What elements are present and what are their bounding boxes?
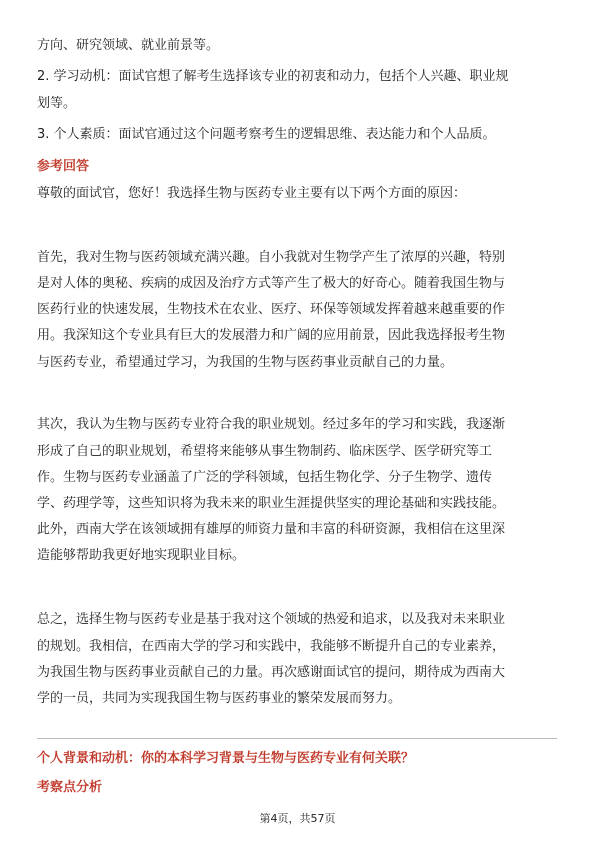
paragraph-3-line: 总之，选择生物与医药专业是基于我对这个领域的热爱和追求，以及我对未来职业 (37, 612, 506, 627)
paragraph-3-line: 为我国生物与医药事业贡献自己的力量。再次感谢面试官的提问，期待成为西南大 (37, 665, 506, 680)
next-question-heading: 个人背景和动机：你的本科学习背景与生物与医药专业有何关联？ (37, 751, 415, 766)
paragraph-2-line: 其次，我认为生物与医药专业符合我的职业规划。经过多年的学习和实践，我逐渐 (37, 417, 506, 432)
intro-item-3: 3. 个人素质：面试官通过这个问题考察考生的逻辑思维、表达能力和个人品质。 (37, 127, 496, 142)
greeting-line: 尊敬的面试官，您好！我选择生物与医药专业主要有以下两个方面的原因： (37, 186, 467, 201)
intro-item-2-line-2: 划等。 (37, 96, 77, 111)
paragraph-2-line: 造能够帮助我更好地实现职业目标。 (37, 548, 246, 563)
paragraph-2-line: 学、药理学等，这些知识将为我未来的职业生涯提供坚实的理论基础和实践技能。 (37, 496, 506, 511)
answer-heading: 参考回答 (37, 159, 90, 174)
intro-line-1: 方向、研究领域、就业前景等。 (37, 38, 220, 53)
paragraph-3-line: 的规划。我相信，在西南大学的学习和实践中，我能够不断提升自己的专业素养， (37, 639, 506, 654)
paragraph-1-line: 是对人体的奥秘、疾病的成因及治疗方式等产生了极大的好奇心。随着我国生物与 (37, 276, 506, 291)
paragraph-3-line: 学的一员，共同为实现我国生物与医药事业的繁荣发展而努力。 (37, 691, 402, 706)
paragraph-2-line: 形成了自己的职业规划，希望将来能够从事生物制药、临床医学、医学研究等工 (37, 444, 493, 459)
paragraph-2-line: 作。生物与医药专业涵盖了广泛的学科领域，包括生物化学、分子生物学、遗传 (37, 470, 493, 485)
paragraph-1-line: 首先，我对生物与医药领域充满兴趣。自小我就对生物学产生了浓厚的兴趣，特别 (37, 250, 506, 265)
section-divider (37, 738, 557, 739)
paragraph-1-line: 医药行业的快速发展，生物技术在农业、医疗、环保等领域发挥着越来越重要的作 (37, 302, 506, 317)
paragraph-1-line: 与医药专业，希望通过学习，为我国的生物与医药事业贡献自己的力量。 (37, 355, 454, 370)
paragraph-2-line: 此外，西南大学在该领域拥有雄厚的师资力量和丰富的科研资源，我相信在这里深 (37, 522, 506, 537)
intro-item-2-line-1: 2. 学习动机：面试官想了解考生选择该专业的初衷和动力，包括个人兴趣、职业规 (37, 69, 509, 84)
paragraph-1-line: 用。我深知这个专业具有巨大的发展潜力和广阔的应用前景，因此我选择报考生物 (37, 328, 506, 343)
analysis-heading: 考察点分析 (37, 780, 103, 795)
page-number: 第4页，共57页 (259, 812, 336, 825)
